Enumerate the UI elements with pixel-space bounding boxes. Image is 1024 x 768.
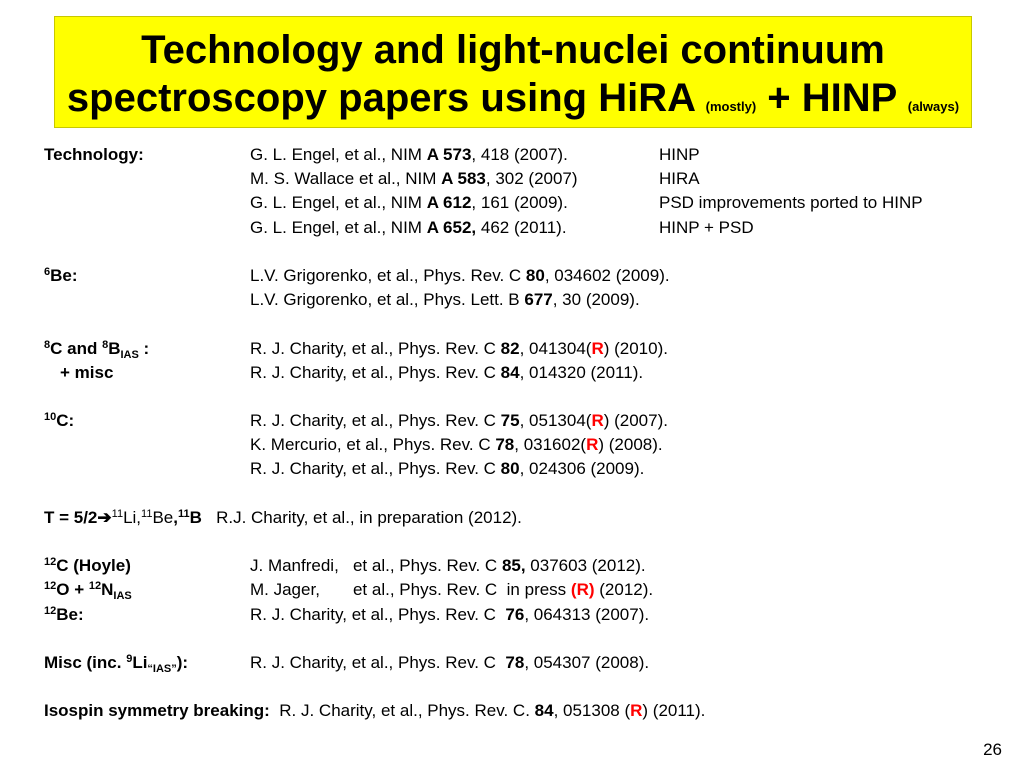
ref-volume: A 583 [441, 169, 486, 189]
ref-text: , 031602( [514, 435, 587, 455]
ref-text: , 161 (2009). [471, 193, 568, 213]
element-symbol: N [101, 580, 114, 600]
element-symbol: Be [152, 507, 174, 527]
be6-row-1 [44, 264, 1004, 288]
reference [250, 167, 578, 191]
label-suffix: ): [176, 652, 189, 672]
c10-row-3 [44, 457, 1004, 481]
ref-text: R. J. Charity, et al., Phys. Rev. C [250, 338, 501, 358]
title-always: (always) [907, 99, 960, 114]
ref-text: G. L. Engel, et al., NIM [250, 217, 427, 237]
ref-text: , 014320 (2011). [519, 362, 644, 382]
element-symbol: Be: [50, 265, 78, 285]
ref-volume: A 612 [426, 193, 472, 213]
ref-text: ) (2008). [598, 435, 663, 455]
reference [250, 337, 668, 361]
ref-volume: A 652, [426, 217, 477, 237]
isospin-line [44, 699, 705, 723]
misc-sub-label: + misc [60, 362, 114, 382]
technology-label: Technology: [44, 145, 144, 164]
ref-text: , 051304( [519, 411, 592, 431]
c10-row-1 [44, 409, 1004, 433]
ref-text: R. J. Charity, et al., Phys. Rev. C [250, 411, 501, 431]
ref-text: G. L. Engel, et al., NIM [250, 193, 427, 213]
ref-text: , 041304( [519, 338, 592, 358]
ref-volume: 84 [500, 362, 520, 382]
mass-number: 9 [126, 652, 133, 665]
ref-volume: A 573 [426, 145, 472, 164]
separator: , [173, 507, 178, 527]
c12-row [44, 554, 1004, 578]
ref-text: R.J. Charity, et al., in preparation (2012). [216, 507, 522, 527]
ref-text: , 054307 (2008). [524, 652, 650, 672]
subscript: IAS [120, 348, 139, 361]
c10-row-2 [44, 433, 1004, 457]
mass-number: 12 [44, 556, 57, 569]
c8-label [44, 337, 149, 361]
ref-volume: 78 [495, 435, 515, 455]
be12-label [44, 603, 84, 627]
title-line-2-text: spectroscopy papers using HiRA [66, 76, 695, 120]
ref-text: (2012). [594, 580, 654, 600]
o12-row [44, 578, 1004, 602]
reference [250, 603, 649, 627]
arrow-right-icon: ➔ [97, 507, 112, 527]
ref-volume: 80 [500, 459, 520, 479]
c10-label [44, 409, 74, 433]
reference [250, 651, 649, 675]
ref-volume: 78 [505, 652, 525, 672]
ref-text: ) (2011). [642, 701, 706, 721]
subscript: “IAS” [147, 662, 177, 675]
be6-label [44, 264, 78, 288]
ref-text: , 024306 (2009). [519, 459, 645, 479]
mass-number: 6 [44, 265, 51, 278]
reference [250, 578, 653, 602]
t52-line [44, 506, 522, 530]
title-plus-hinp: + HINP [767, 76, 897, 120]
mass-number: 11 [177, 507, 190, 520]
technology-row-1 [44, 143, 1004, 167]
ref-text: , 418 (2007). [471, 145, 568, 164]
rapid-marker: R [591, 411, 604, 431]
reference [250, 191, 568, 215]
rapid-marker: R [630, 701, 643, 721]
ref-text: , 302 (2007) [485, 169, 578, 189]
ref-volume: 75 [500, 411, 520, 431]
reference [250, 433, 663, 457]
mass-number: 11 [141, 507, 153, 520]
label-prefix: Misc (inc. [44, 652, 127, 672]
ref-text: R. J. Charity, et al., Phys. Rev. C [250, 362, 501, 382]
ref-text: , 034602 (2009). [544, 265, 670, 285]
reference [250, 288, 640, 312]
title-mostly: (mostly) [705, 99, 757, 114]
ref-text: K. Mercurio, et al., Phys. Rev. C [250, 435, 496, 455]
element-symbol: C: [56, 411, 75, 431]
misc-row [44, 651, 1004, 675]
ref-volume: 76 [505, 604, 525, 624]
technology-row-2 [44, 167, 1004, 191]
element-symbol: Li, [123, 507, 142, 527]
element-symbol: B [108, 338, 121, 358]
ref-text: R. J. Charity, et al., Phys. Rev. C. [269, 701, 535, 721]
be6-row-2 [44, 288, 1004, 312]
element-symbol: Li [132, 652, 148, 672]
isospin-row [44, 699, 1004, 723]
ref-text: ) (2010). [603, 338, 668, 358]
reference [250, 216, 567, 240]
ref-text: R. J. Charity, et al., Phys. Rev. C [250, 604, 506, 624]
ref-text: , 30 (2009). [552, 290, 640, 310]
technology-note: HIRA [659, 169, 700, 189]
o12-label [44, 578, 132, 602]
ref-text: 462 (2011). [476, 217, 567, 237]
element-symbol: B [189, 507, 202, 527]
mass-number: 12 [44, 580, 57, 593]
technology-note: HINP [659, 145, 700, 164]
mass-number: 10 [44, 411, 57, 424]
c12-label [44, 554, 131, 578]
isospin-label: Isospin symmetry breaking: [44, 701, 270, 721]
mass-number: 8 [44, 338, 51, 351]
t52-label: T = 5/2 [44, 507, 98, 527]
technology-row-4 [44, 216, 1004, 240]
reference [250, 361, 643, 385]
title-line-1: Technology and light-nuclei continuum [141, 28, 885, 72]
element-symbol: Be: [56, 604, 84, 624]
ref-volume: 85, [501, 556, 526, 576]
technology-row-3 [44, 191, 1004, 215]
element-symbol: O + [56, 580, 89, 600]
rapid-marker: R [586, 435, 599, 455]
t52-row [44, 506, 1004, 530]
page-number: 26 [983, 740, 1002, 759]
ref-text: 037603 (2012). [525, 556, 646, 576]
ref-volume: 80 [525, 265, 545, 285]
ref-volume: 677 [524, 290, 553, 310]
rapid-marker: (R) [570, 580, 595, 600]
ref-text: M. Jager, et al., Phys. Rev. C in press [250, 580, 571, 600]
title-line-2 [55, 74, 971, 131]
reference [250, 457, 644, 481]
rapid-marker: R [591, 338, 604, 358]
mass-number: 11 [111, 507, 124, 520]
reference [250, 264, 670, 288]
technology-note: PSD improvements ported to HINP [659, 193, 923, 213]
ref-text: ) (2007). [603, 411, 668, 431]
ref-text: R. J. Charity, et al., Phys. Rev. C [250, 459, 501, 479]
reference [250, 409, 668, 433]
mass-number: 12 [88, 580, 102, 593]
slide-title [54, 16, 972, 128]
ref-text: J. Manfredi, et al., Phys. Rev. C [250, 556, 502, 576]
subscript: IAS [113, 590, 132, 603]
technology-note: HINP + PSD [659, 217, 754, 237]
reference [250, 554, 646, 578]
ref-text: R. J. Charity, et al., Phys. Rev. C [250, 652, 506, 672]
ref-volume: 82 [500, 338, 520, 358]
element-symbol: C and [50, 338, 103, 358]
element-symbol: C (Hoyle) [56, 556, 131, 576]
ref-text: M. S. Wallace et al., NIM [250, 169, 442, 189]
c8-row-2 [44, 361, 1004, 385]
reference-list [44, 143, 1004, 724]
be12-row [44, 603, 1004, 627]
ref-text: L.V. Grigorenko, et al., Phys. Lett. B [250, 290, 525, 310]
mass-number: 12 [44, 604, 57, 617]
misc-label [44, 651, 188, 675]
ref-text: , 051308 ( [553, 701, 631, 721]
ref-text: L.V. Grigorenko, et al., Phys. Rev. C [250, 265, 526, 285]
ref-text: G. L. Engel, et al., NIM [250, 145, 427, 164]
reference [250, 143, 568, 167]
ref-volume: 84 [534, 701, 554, 721]
ref-text: , 064313 (2007). [524, 604, 650, 624]
mass-number: 8 [102, 338, 109, 351]
c8-row-1 [44, 337, 1004, 361]
label-suffix: : [138, 338, 150, 358]
